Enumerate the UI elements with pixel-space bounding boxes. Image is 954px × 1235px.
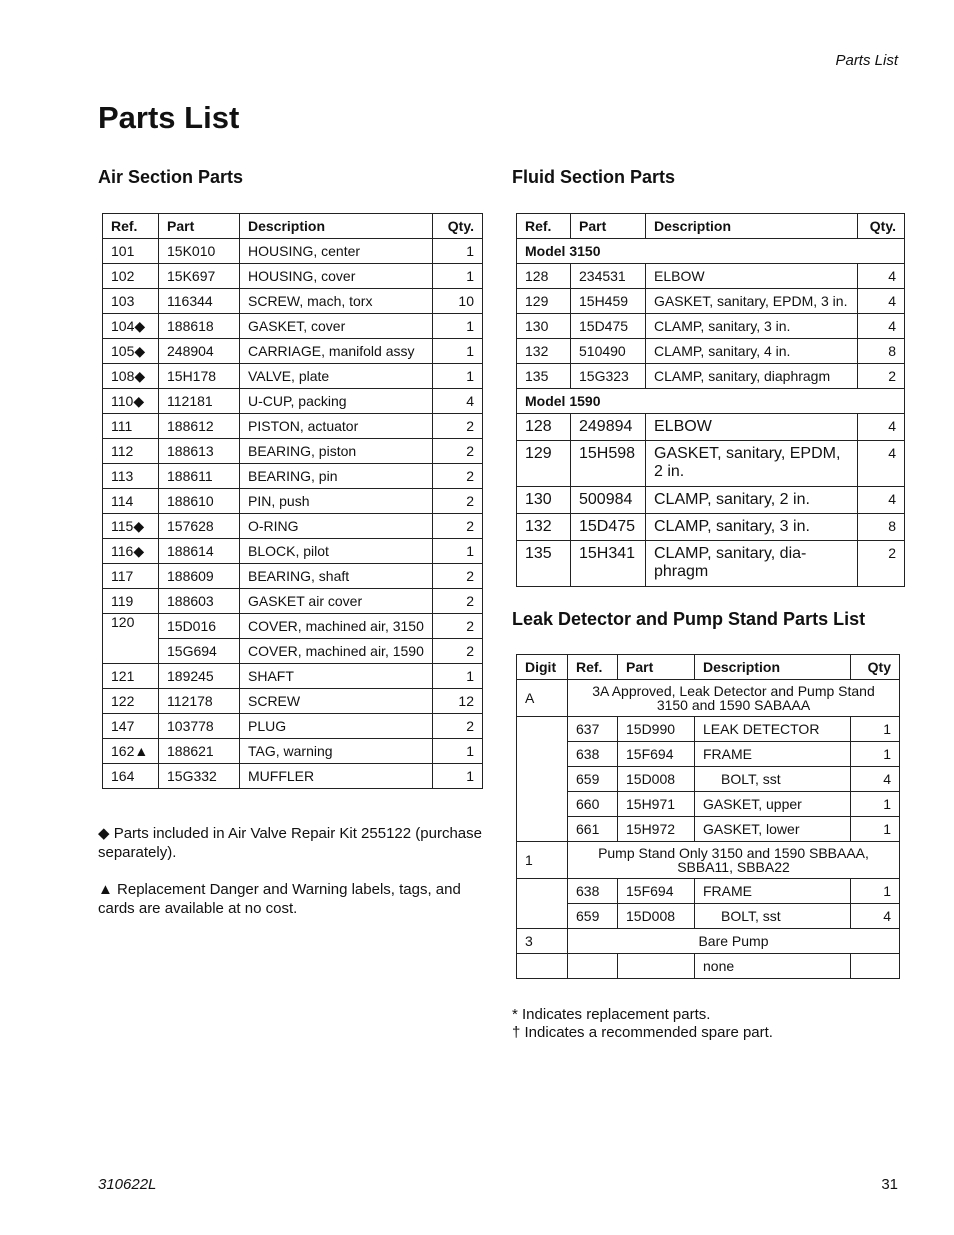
air-section-title: Air Section Parts	[98, 167, 244, 187]
footer-page-number: 31	[881, 1176, 898, 1193]
table-cell: 1	[433, 314, 483, 339]
table-cell: FRAME	[695, 742, 851, 767]
table-cell: 111	[103, 414, 159, 439]
leak-note-spare: † Indicates a recommended spare part.	[512, 1024, 773, 1041]
table-cell: 15H341	[571, 541, 646, 587]
table-cell: BLOCK, pilot	[240, 539, 433, 564]
table-row	[517, 441, 905, 487]
table-cell: VALVE, plate	[240, 364, 433, 389]
table-cell: SCREW	[240, 689, 433, 714]
table-cell: 105◆	[103, 339, 159, 364]
table-row	[517, 364, 905, 389]
table-cell: GASKET, cover	[240, 314, 433, 339]
table-cell: 659	[568, 904, 618, 929]
table-cell: 115◆	[103, 514, 159, 539]
table-cell: 1	[433, 739, 483, 764]
model-row	[517, 239, 905, 264]
table-row	[103, 564, 483, 589]
table-cell: 1	[433, 239, 483, 264]
model-label: Model 1590	[517, 389, 905, 414]
table-row	[103, 414, 483, 439]
table-row	[517, 314, 905, 339]
table-cell: U-CUP, packing	[240, 389, 433, 414]
table-cell: GASKET air cover	[240, 589, 433, 614]
table-cell: 1	[851, 792, 900, 817]
table-cell: 188610	[159, 489, 240, 514]
table-cell: 121	[103, 664, 159, 689]
column-header: Part	[159, 214, 240, 239]
fluid-section-title: Fluid Section Parts	[512, 167, 676, 187]
table-row	[103, 364, 483, 389]
page-title: Parts List	[98, 100, 240, 135]
table-cell: 113	[103, 464, 159, 489]
table-row	[517, 792, 900, 817]
table-row	[517, 514, 905, 541]
table-cell: 122	[103, 689, 159, 714]
table-cell: 108◆	[103, 364, 159, 389]
table-row	[103, 464, 483, 489]
table-cell: 103	[103, 289, 159, 314]
column-header: Qty	[851, 655, 900, 680]
table-cell: COVER, machined air, 1590	[240, 639, 433, 664]
column-header: Description	[695, 655, 851, 680]
table-row	[103, 539, 483, 564]
running-header: Parts List	[835, 52, 898, 69]
column-header: Ref.	[103, 214, 159, 239]
table-cell: 661	[568, 817, 618, 842]
table-cell: 164	[103, 764, 159, 789]
table-cell: 15K010	[159, 239, 240, 264]
table-row	[517, 264, 905, 289]
leak-section-title: Leak Detector and Pump Stand Parts List	[512, 609, 866, 629]
table-cell: 659	[568, 767, 618, 792]
model-label: Model 3150	[517, 239, 905, 264]
table-cell: 112	[103, 439, 159, 464]
table-cell: 116◆	[103, 539, 159, 564]
table-cell: 188613	[159, 439, 240, 464]
table-cell: 129	[517, 289, 571, 314]
table-cell: CLAMP, sanitary, 4 in.	[646, 339, 858, 364]
table-cell: 248904	[159, 339, 240, 364]
table-row	[103, 389, 483, 414]
blank-cell	[851, 954, 900, 979]
table-cell: BEARING, shaft	[240, 564, 433, 589]
table-cell: 2	[433, 589, 483, 614]
table-cell: ELBOW	[646, 414, 858, 441]
table-cell: 101	[103, 239, 159, 264]
table-header-row	[517, 214, 905, 239]
table-cell: 12	[433, 689, 483, 714]
fluid-parts-table	[516, 213, 905, 587]
table-cell: 1	[433, 264, 483, 289]
table-cell: 15G694	[159, 639, 240, 664]
table-row	[517, 339, 905, 364]
table-cell: 119	[103, 589, 159, 614]
table-cell: GASKET, upper	[695, 792, 851, 817]
table-cell: 15D008	[618, 904, 695, 929]
table-cell: 234531	[571, 264, 646, 289]
table-cell: O-RING	[240, 514, 433, 539]
table-cell: 15G332	[159, 764, 240, 789]
table-cell: 2	[433, 414, 483, 439]
table-cell: 157628	[159, 514, 240, 539]
group-label: Pump Stand Only 3150 and 1590 SBBAAA, SBBA11, SBBA22	[568, 842, 900, 879]
digit-cell: 3	[517, 929, 568, 954]
table-cell: 135	[517, 541, 571, 587]
table-cell: HOUSING, cover	[240, 264, 433, 289]
group-row	[517, 680, 900, 717]
table-cell: PLUG	[240, 714, 433, 739]
model-row	[517, 389, 905, 414]
column-header: Part	[571, 214, 646, 239]
table-cell: 188612	[159, 414, 240, 439]
table-cell: BOLT, sst	[695, 904, 851, 929]
table-row	[517, 742, 900, 767]
table-cell: BOLT, sst	[695, 767, 851, 792]
digit-cell: A	[517, 680, 568, 717]
table-cell: 15G323	[571, 364, 646, 389]
table-cell: GASKET, sanitary, EPDM, 3 in.	[646, 289, 858, 314]
table-row	[103, 264, 483, 289]
table-cell: LEAK DETECTOR	[695, 717, 851, 742]
column-header: Description	[646, 214, 858, 239]
table-cell: GASKET, lower	[695, 817, 851, 842]
group-row	[517, 929, 900, 954]
table-row	[517, 541, 905, 587]
table-cell: 188603	[159, 589, 240, 614]
table-cell: 188609	[159, 564, 240, 589]
table-cell: 188614	[159, 539, 240, 564]
air-parts-table	[102, 213, 483, 789]
table-cell: 2	[858, 364, 905, 389]
blank-cell	[517, 954, 568, 979]
table-row	[517, 817, 900, 842]
table-row	[517, 717, 900, 742]
table-cell: 15D475	[571, 514, 646, 541]
table-cell: 15H972	[618, 817, 695, 842]
table-cell: 15H598	[571, 441, 646, 487]
table-cell: 4	[858, 314, 905, 339]
table-cell: 1	[433, 664, 483, 689]
blank-digit-cell	[517, 717, 568, 842]
table-header-row	[103, 214, 483, 239]
table-row	[103, 314, 483, 339]
table-cell: 15H971	[618, 792, 695, 817]
table-cell: BEARING, piston	[240, 439, 433, 464]
table-cell: HOUSING, center	[240, 239, 433, 264]
table-cell: 188611	[159, 464, 240, 489]
table-row	[103, 614, 483, 639]
table-cell: 132	[517, 514, 571, 541]
table-cell: COVER, machined air, 3150	[240, 614, 433, 639]
table-row	[103, 339, 483, 364]
table-row	[517, 767, 900, 792]
table-cell: CLAMP, sanitary, diaphragm	[646, 364, 858, 389]
table-cell: 4	[858, 441, 905, 487]
table-cell: 15F694	[618, 879, 695, 904]
table-cell: 1	[851, 717, 900, 742]
table-cell: TAG, warning	[240, 739, 433, 764]
table-cell: 117	[103, 564, 159, 589]
table-cell: 188618	[159, 314, 240, 339]
table-cell: MUFFLER	[240, 764, 433, 789]
table-row	[103, 689, 483, 714]
table-cell: 15D016	[159, 614, 240, 639]
table-cell: 2	[433, 489, 483, 514]
table-cell: CLAMP, sanitary, 3 in.	[646, 314, 858, 339]
table-cell: 249894	[571, 414, 646, 441]
table-cell: 1	[433, 364, 483, 389]
table-cell: 4	[858, 487, 905, 514]
table-cell: 10	[433, 289, 483, 314]
table-cell: 1	[433, 339, 483, 364]
table-cell: ELBOW	[646, 264, 858, 289]
table-cell: 129	[517, 441, 571, 487]
table-cell: 130	[517, 314, 571, 339]
table-cell: 2	[858, 541, 905, 587]
table-cell: 638	[568, 879, 618, 904]
column-header: Qty.	[433, 214, 483, 239]
table-cell: GASKET, sanitary, EPDM, 2 in.	[646, 441, 858, 487]
table-cell: 104◆	[103, 314, 159, 339]
table-cell: 15K697	[159, 264, 240, 289]
table-cell: CLAMP, sanitary, dia-phragm	[646, 541, 858, 587]
group-label: Bare Pump	[568, 929, 900, 954]
table-row	[517, 289, 905, 314]
table-cell: PIN, push	[240, 489, 433, 514]
table-cell: 2	[433, 514, 483, 539]
table-cell: 15F694	[618, 742, 695, 767]
table-cell: SCREW, mach, torx	[240, 289, 433, 314]
column-header: Description	[240, 214, 433, 239]
table-cell: 15H459	[571, 289, 646, 314]
table-cell: 1	[851, 879, 900, 904]
table-cell: 660	[568, 792, 618, 817]
table-cell: 4	[851, 767, 900, 792]
table-cell: 638	[568, 742, 618, 767]
table-cell: 102	[103, 264, 159, 289]
leak-note-replacement: * Indicates replacement parts.	[512, 1006, 711, 1023]
column-header: Ref.	[517, 214, 571, 239]
table-cell: 15D008	[618, 767, 695, 792]
table-cell: 128	[517, 414, 571, 441]
table-cell: 1	[851, 817, 900, 842]
leak-parts-table	[516, 654, 900, 979]
blank-cell	[568, 954, 618, 979]
table-cell: 2	[433, 439, 483, 464]
table-row	[103, 289, 483, 314]
table-cell: CLAMP, sanitary, 3 in.	[646, 514, 858, 541]
table-cell: 130	[517, 487, 571, 514]
table-cell: 1	[851, 742, 900, 767]
table-cell: 8	[858, 339, 905, 364]
table-cell: 147	[103, 714, 159, 739]
table-cell: 188621	[159, 739, 240, 764]
table-cell: CLAMP, sanitary, 2 in.	[646, 487, 858, 514]
table-row	[103, 764, 483, 789]
column-header: Part	[618, 655, 695, 680]
table-cell: 162▲	[103, 739, 159, 764]
column-header: Qty.	[858, 214, 905, 239]
table-header-row	[517, 655, 900, 680]
table-cell: 4	[851, 904, 900, 929]
blank-digit-cell	[517, 879, 568, 929]
table-row	[517, 879, 900, 904]
table-cell: 112178	[159, 689, 240, 714]
table-cell: BEARING, pin	[240, 464, 433, 489]
table-cell: 500984	[571, 487, 646, 514]
table-cell: 112181	[159, 389, 240, 414]
table-row	[103, 514, 483, 539]
table-cell: 110◆	[103, 389, 159, 414]
footer-doc-number: 310622L	[98, 1176, 157, 1193]
table-cell: 15H178	[159, 364, 240, 389]
table-row	[103, 489, 483, 514]
table-cell: PISTON, actuator	[240, 414, 433, 439]
air-note-labels: ▲ Replacement Danger and Warning labels, tags, and cards are available at no cost.	[98, 881, 461, 917]
description-cell: none	[695, 954, 851, 979]
table-cell: 4	[858, 289, 905, 314]
table-cell: 15D475	[571, 314, 646, 339]
table-row	[103, 239, 483, 264]
table-cell: 4	[433, 389, 483, 414]
table-cell: 15D990	[618, 717, 695, 742]
table-cell: 2	[433, 614, 483, 639]
table-row	[517, 487, 905, 514]
air-note-kit: ◆ Parts included in Air Valve Repair Kit 255122 (purchase separately).	[98, 825, 482, 861]
table-row	[517, 414, 905, 441]
table-cell: 135	[517, 364, 571, 389]
table-cell: 103778	[159, 714, 240, 739]
table-cell: 637	[568, 717, 618, 742]
column-header: Ref.	[568, 655, 618, 680]
table-cell: 1	[433, 539, 483, 564]
table-cell: 4	[858, 414, 905, 441]
table-cell: 189245	[159, 664, 240, 689]
table-row	[103, 714, 483, 739]
column-header: Digit	[517, 655, 568, 680]
group-row	[517, 842, 900, 879]
table-cell: 114	[103, 489, 159, 514]
table-row	[103, 589, 483, 614]
table-cell: 8	[858, 514, 905, 541]
table-cell: FRAME	[695, 879, 851, 904]
digit-cell: 1	[517, 842, 568, 879]
table-cell: 510490	[571, 339, 646, 364]
table-row	[103, 439, 483, 464]
table-cell: 132	[517, 339, 571, 364]
table-cell: 116344	[159, 289, 240, 314]
table-row	[103, 639, 483, 664]
table-cell: SHAFT	[240, 664, 433, 689]
table-cell: 2	[433, 464, 483, 489]
table-cell: CARRIAGE, manifold assy	[240, 339, 433, 364]
group-label: 3A Approved, Leak Detector and Pump Stand 3150 and 1590 SABAAA	[568, 680, 900, 717]
table-cell: 128	[517, 264, 571, 289]
table-row	[517, 904, 900, 929]
table-cell: 120	[103, 614, 159, 664]
table-cell: 4	[858, 264, 905, 289]
table-row	[517, 954, 900, 979]
blank-cell	[618, 954, 695, 979]
table-row	[103, 664, 483, 689]
table-cell: 1	[433, 764, 483, 789]
table-cell: 2	[433, 714, 483, 739]
table-cell: 2	[433, 639, 483, 664]
table-cell: 2	[433, 564, 483, 589]
table-row	[103, 739, 483, 764]
